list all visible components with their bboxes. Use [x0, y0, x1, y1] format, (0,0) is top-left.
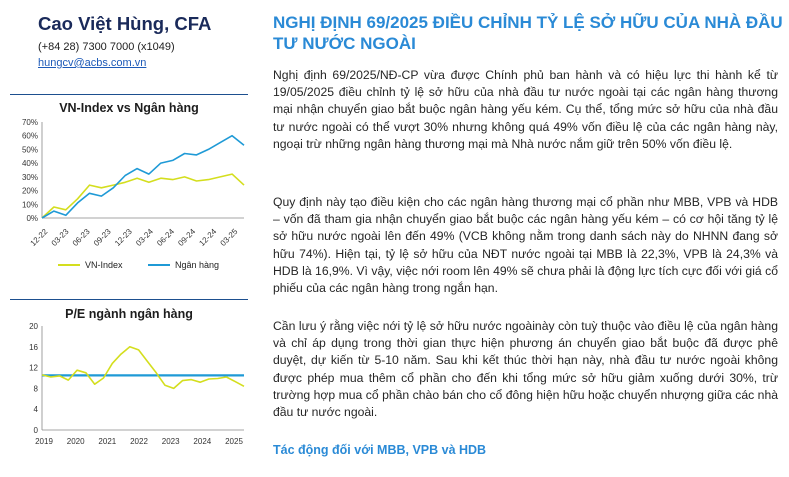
chart1-y-tick: 70% — [21, 118, 38, 127]
chart2-title: P/E ngành ngân hàng — [65, 307, 193, 321]
chart2-y-tick: 8 — [33, 384, 38, 394]
chart2-x-tick: 2025 — [225, 437, 243, 446]
chart1-y-tick: 50% — [21, 145, 38, 155]
chart1-x-tick: 03-23 — [49, 227, 71, 248]
left-sidebar — [0, 0, 258, 477]
chart1-title: VN-Index vs Ngân hàng — [59, 101, 199, 115]
chart1-x-tick: 06-23 — [70, 227, 92, 248]
chart2-y-tick: 16 — [29, 342, 38, 352]
chart1-x-tick: 09-23 — [91, 227, 113, 248]
chart1-x-tick: 12-23 — [113, 227, 134, 248]
paragraph-1: Nghị định 69/2025/NĐ-CP vừa được Chính phủ ban hành và có hiệu lực thi hành kể từ 19/05/2025 điều chỉnh tỷ lệ sở hữu của nhà đầu tư nước ngoài tại các ngân hàng thương mại nhận chuyển giao bắt buộc ngân hàng yếu kém. Cụ thể, tổng mức sở hữu của nhà đầu tư nước ngoài có thể vượt 30% nhưng không quá 49% vốn điều lệ của các ngân hàng này, ngoại trừ những ngân hàng thương mại mà Nhà nước nắm giữ trên 50% vốn điều lệ. — [273, 68, 778, 151]
chart1-x-tick: 06-24 — [155, 227, 177, 248]
chart1-y-tick: 20% — [21, 186, 38, 196]
paragraph-3: Cần lưu ý rằng việc nới tỷ lệ sở hữu nước ngoàinày còn tuỳ thuộc vào điều lệ của ngân hàng và chỉ áp dụng trong thời gian thực hiện phương án chuyển giao bắt buộc đã được phê duyệt, dự kiến từ 5-10 năm. Sau khi kết thúc thời hạn này, nhà đầu tư nước ngoài không được phép mua thêm cổ phần cho đến khi tổng mức sở hữu giảm xuống dưới 30%, trừ trường hợp mua cổ phần chào bán cho cổ đông hiện hữu hoặc chuyển nhượng giữa các nhà đầu tư nước ngoài. — [273, 319, 778, 420]
section-subheading: Tác động đối với MBB, VPB và HDB — [273, 443, 487, 457]
paragraph-2: Quy định này tạo điều kiện cho các ngân hàng thương mại cổ phần như MBB, VPB và HDB – vốn đã tham gia nhận chuyển giao bắt buộc các ngân hàng yếu kém – có cơ hội tăng tỷ lệ sở hữu nước ngoài lên đến 49% (VCB không nằm trong danh sách này do NHNN đang sở hữu 74%). Hiện tại, tỷ lệ sở hữu của NĐT nước ngoài tại MBB là 22,3%, VPB là 24,3% và HDB là 16,9%. Vì vậy, việc nới room lên 49% sẽ chưa phải là động lực tích cực đối với giá cổ phiếu của các ngân hàng trong ngắn hạn. — [273, 195, 778, 296]
chart1-x-tick: 12-22 — [28, 227, 50, 248]
chart2-x-tick: 2021 — [98, 437, 117, 446]
chart2-x-tick: 2024 — [193, 437, 212, 446]
chart1-y-tick: 30% — [21, 172, 38, 182]
analyst-phone: (+84 28) 7300 7000 (x1049) — [38, 41, 175, 53]
chart1-series-vnindex-line — [42, 174, 244, 218]
analyst-name: Cao Việt Hùng, CFA — [38, 13, 212, 34]
chart2-x-tick: 2023 — [161, 437, 180, 446]
chart1-x-tick: 09-24 — [176, 227, 198, 248]
analyst-email-link[interactable]: hungcv@acbs.com.vn — [38, 57, 147, 69]
chart1-y-tick: 10% — [21, 200, 38, 210]
chart2-y-tick: 0 — [33, 426, 38, 435]
divider-mid — [10, 299, 248, 300]
chart2-pe-line — [42, 347, 244, 389]
chart1-y-tick: 40% — [21, 159, 38, 169]
article — [265, 0, 785, 477]
divider-top — [10, 94, 248, 95]
chart2-x-tick: 2019 — [35, 437, 53, 446]
chart2-x-tick: 2022 — [130, 437, 148, 446]
chart1-y-tick: 0% — [26, 214, 38, 223]
chart1-x-tick: 03-25 — [218, 227, 240, 248]
chart1-y-tick: 60% — [21, 131, 38, 141]
chart1-series-banks-line — [42, 136, 244, 218]
chart1-legend-banks-label: Ngân hàng — [175, 260, 220, 270]
chart2-y-tick: 20 — [29, 322, 38, 331]
chart1-x-tick: 03-24 — [134, 227, 155, 248]
vnindex-vs-banks-chart — [0, 114, 258, 304]
chart2-y-tick: 12 — [29, 363, 38, 373]
chart1-legend-vnindex-label: VN-Index — [85, 260, 123, 270]
chart2-y-tick: 4 — [33, 405, 38, 415]
chart2-x-tick: 2020 — [66, 437, 85, 446]
bank-pe-chart — [0, 320, 258, 476]
article-title: NGHỊ ĐỊNH 69/2025 ĐIỀU CHỈNH TỶ LỆ SỞ HỮU CỦA NHÀ ĐẦU TƯ NƯỚC NGOÀI — [273, 13, 783, 53]
chart1-x-tick: 12-24 — [197, 227, 219, 248]
